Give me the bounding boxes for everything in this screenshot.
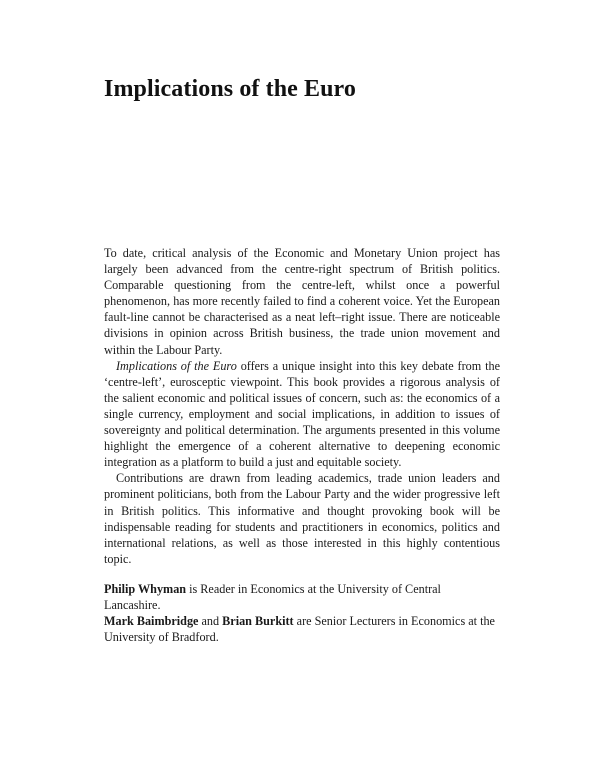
author-bio-bradford-text: are Senior Lecturers in Economics at the University of Bradford.: [104, 614, 495, 645]
description-paragraph-3: Contributions are drawn from leading academics, trade union leaders and prominent politicians, both from the Labour Party and the wider progressive left in British politics. This informative and thought provoking book will be indispensable reading for students and practitioners in economics, politics and international relations, as well as those interested in this highly contentious topic.: [104, 471, 500, 566]
description-paragraph-2: [104, 358, 500, 471]
author-name-burkitt: Brian Burkitt: [222, 614, 294, 629]
page-title: Implications of the Euro: [104, 76, 356, 102]
author-bio-connector: and: [198, 614, 223, 629]
description-paragraph-1: To date, critical analysis of the Economic and Monetary Union project has largely been advanced from the centre-right spectrum of British politics. Comparable questioning from the centre-left, whilst once a powerful phenomenon, has more recently failed to find a coherent voice. Yet the European fault-line cannot be characterised as a neat left–right issue. There are noticeable divisions in opinion across British business, the trade union movement and within the Labour Party.: [104, 246, 500, 357]
author-name-whyman: Philip Whyman: [104, 581, 187, 596]
author-bio: [104, 581, 500, 645]
book-description: [104, 245, 500, 645]
author-bio-whyman-text: is Reader in Economics at the University of Central Lancashire.: [104, 581, 441, 612]
description-paragraph-2-text: offers a unique insight into this key debate from the ‘centre-left’, eurosceptic viewpoint. This book provides a rigorous analysis of the salient economic and political issues of concern, such as: the economics of a single currency, employment and social implications, in addition to issues of sovereignty and political determination. The arguments presented in this volume highlight the emergence of a coherent alternative to deepening economic integration as a platform to build a just and equitable society.: [104, 358, 500, 470]
book-title-italic: Implications of the Euro: [116, 358, 237, 373]
author-name-baimbridge: Mark Baimbridge: [104, 614, 199, 629]
